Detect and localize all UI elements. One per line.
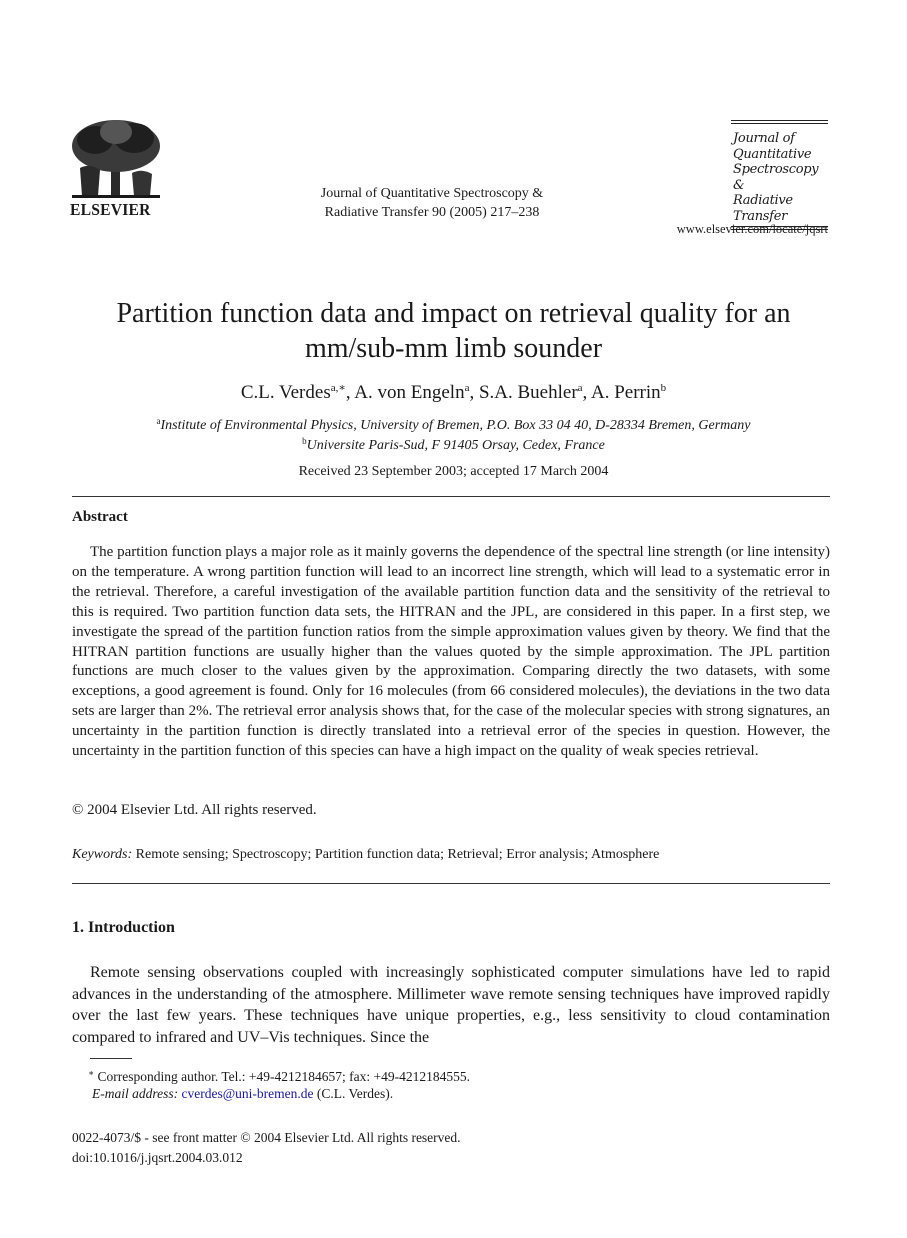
email-label: E-mail address: bbox=[92, 1086, 179, 1101]
author-name: A. Perrin bbox=[591, 382, 661, 403]
received-dates: Received 23 September 2003; accepted 17 March 2004 bbox=[298, 464, 609, 479]
journal-box-top-rule bbox=[731, 120, 828, 121]
issn-line: 0022-4073/$ - see front matter © 2004 Elsevier Ltd. All rights reserved. bbox=[72, 1130, 461, 1145]
doi-link[interactable]: doi:10.1016/j.jqsrt.2004.03.012 bbox=[72, 1150, 243, 1165]
introduction-body: Remote sensing observations coupled with increasingly sophisticated computer simulations have led to rapid advances in the understanding of the atmosphere. Millimeter wave remote sensing techniques have improved rapidly over the last few years. These techniques have unique properties, e.g., less sensitivity to cloud contamination compared to infrared and UV–Vis techniques. Since the bbox=[72, 964, 830, 1046]
journal-citation-line2: Radiative Transfer 90 (2005) 217–238 bbox=[324, 205, 540, 220]
abstract-copyright: © 2004 Elsevier Ltd. All rights reserved. bbox=[72, 802, 317, 818]
affiliation-b bbox=[60, 436, 847, 454]
abstract-heading: Abstract bbox=[72, 509, 128, 525]
author-name: S.A. Buehler bbox=[478, 382, 578, 403]
email-link[interactable]: cverdes@uni-bremen.de bbox=[181, 1086, 314, 1101]
affiliation-text: Universite Paris-Sud, F 91405 Orsay, Cedex, France bbox=[306, 438, 605, 453]
section-heading-introduction: 1. Introduction bbox=[72, 919, 175, 936]
journal-box-line: Journal of bbox=[733, 131, 795, 146]
footnote-corresponding-author bbox=[88, 1068, 470, 1085]
author-name: C.L. Verdes bbox=[240, 382, 331, 403]
journal-title-box bbox=[731, 120, 828, 232]
author-list: C.L. Verdes$^{a,∗}$, A. von Engeln$^a$, S.A. Buehler$^a$, A. Perrin$^b$ bbox=[240, 382, 667, 403]
affiliation-a bbox=[60, 416, 847, 434]
affiliation-mark: b bbox=[302, 436, 307, 446]
publisher-name: ELSEVIER bbox=[70, 200, 151, 219]
author-affiliation-mark: a bbox=[577, 382, 583, 394]
keywords-text: Remote sensing; Spectroscopy; Partition function data; Retrieval; Error analysis; Atmosphere bbox=[132, 847, 660, 862]
email-suffix: (C.L. Verdes). bbox=[313, 1086, 394, 1101]
keywords bbox=[72, 847, 830, 863]
article-title-line1: Partition function data and impact on retrieval quality for an bbox=[116, 298, 791, 329]
article-title-line2: mm/sub-mm limb sounder bbox=[304, 333, 603, 364]
author-name: A. von Engeln bbox=[354, 382, 465, 403]
divider bbox=[72, 496, 830, 497]
abstract-body: The partition function plays a major role as it mainly governs the dependence of the spectral line strength (or line intensity) on the temperature. A wrong partition function will lead to an incorrect line strength, which will lead to a systematic error in the retrieval. Therefore, a careful investigation of the available partition function data and the sensitivity of the retrieval to this is required. Two partition function data sets, the HITRAN and the JPL, are considered in this paper. In a first step, we investigate the spread of the partition function ratios from the simple approximation values given by theory. We find that the HITRAN partition functions are usually higher than the values quoted by the simple approximation. The JPL partition functions are much closer to the values given by the approximation. Comparing directly the two datasets, with some exceptions, a good agreement is found. Only for 16 molecules (from 66 considered molecules), the deviations in the two data sets are larger than 2%. The retrieval error analysis shows that, for the case of the molecular species with strong signatures, an uncertainty in the partition function is directly translated into a retrieval error of the species in question. However, the uncertainty in the partition function of this species can have a high impact on the quality of weak species retrieval. bbox=[72, 544, 830, 760]
journal-box-line: Spectroscopy & bbox=[733, 162, 819, 193]
journal-citation bbox=[262, 184, 602, 222]
journal-box-top-rule-2 bbox=[731, 123, 828, 124]
divider bbox=[72, 883, 830, 884]
journal-box-line: Radiative bbox=[733, 193, 793, 208]
author-affiliation-mark: a,∗ bbox=[330, 382, 346, 394]
affiliation-text: Institute of Environmental Physics, University of Bremen, P.O. Box 33 04 40, D-28334 Bremen, Germany bbox=[160, 418, 751, 433]
author-affiliation-mark: a bbox=[464, 382, 470, 394]
affiliation-mark: a bbox=[156, 416, 161, 426]
author-affiliation-mark: b bbox=[660, 382, 667, 394]
article-title bbox=[60, 296, 847, 366]
footnote-mark: ∗ bbox=[88, 1068, 95, 1078]
footnote-email bbox=[92, 1086, 393, 1102]
footnote-text: Corresponding author. Tel.: +49-4212184657; fax: +49-4212184555. bbox=[97, 1069, 470, 1084]
journal-box-line: Quantitative bbox=[733, 146, 812, 162]
keywords-label: Keywords: bbox=[72, 847, 133, 862]
journal-box-text bbox=[731, 126, 828, 226]
journal-citation-line1: Journal of Quantitative Spectroscopy & bbox=[320, 186, 544, 201]
journal-url-link[interactable]: www.elsevier.com/locate/jqsrt bbox=[676, 222, 828, 236]
journal-box-line: Transfer bbox=[733, 208, 787, 224]
footnote-rule bbox=[90, 1058, 132, 1059]
